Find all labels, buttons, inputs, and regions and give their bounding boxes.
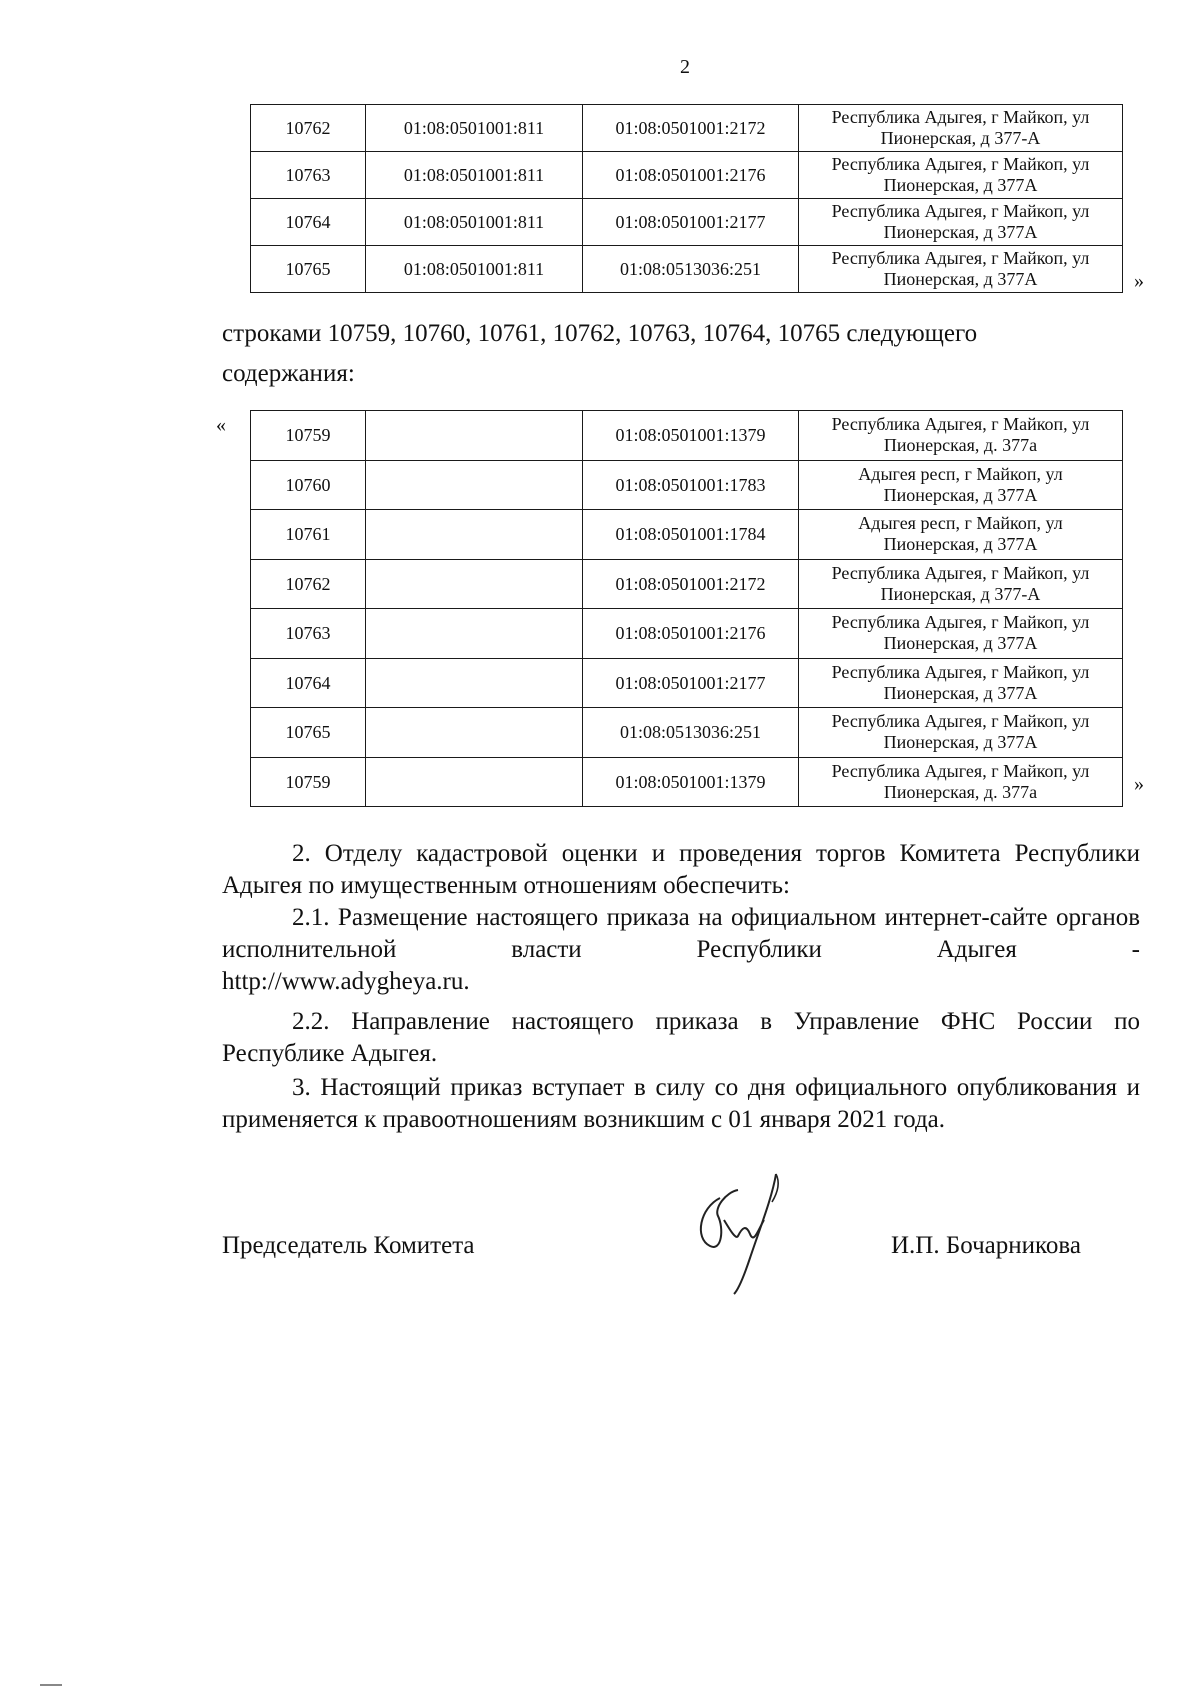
paragraph-2-1: 2.1. Размещение настоящего приказа на официальном интернет-сайте органов исполнительной власти Республики Адыгея - [222,904,1140,963]
cadastral-number-cell: 01:08:0501001:2172 [583,559,799,609]
parent-cadastral-cell [366,757,583,807]
intro-line-1: строками 10759, 10760, 10761, 10762, 10763, 10764, 10765 следующего [222,320,978,347]
cadastral-number-cell: 01:08:0501001:2177 [583,199,799,246]
address-cell [799,757,1123,807]
address-cell [799,609,1123,659]
table-row [251,559,1123,609]
cadastral-number-cell: 01:08:0501001:1379 [583,757,799,807]
registry-table-bottom [250,410,1123,807]
parent-cadastral-cell: 01:08:0501001:811 [366,199,583,246]
address-line-2: Пионерская, д 377А [883,682,1038,703]
address-cell [799,411,1123,461]
table-row [251,105,1123,152]
address-cell [799,658,1123,708]
address-line-2: Пионерская, д 377А [883,732,1038,753]
row-number-cell: 10761 [251,510,366,560]
cadastral-number-cell: 01:08:0501001:1379 [583,411,799,461]
intro-text [222,314,1122,394]
row-number-cell: 10764 [251,658,366,708]
address-cell [799,246,1123,293]
parent-cadastral-cell [366,411,583,461]
paragraph-3: 3. Настоящий приказ вступает в силу со дня официального опубликования и применяется к правоотношениям возникшим с 01 января 2021 года. [222,1074,1140,1133]
table-row [251,199,1123,246]
address-cell [799,510,1123,560]
signatory-name: И.П. Бочарникова [891,1232,1081,1259]
address-line-1: Республика Адыгея, г Майкоп, ул [831,201,1090,221]
address-line-1: Республика Адыгея, г Майкоп, ул [831,248,1090,268]
table-row [251,460,1123,510]
page-number: 2 [680,56,690,78]
cadastral-number-cell: 01:08:0501001:2172 [583,105,799,152]
row-number-cell: 10765 [251,708,366,758]
parent-cadastral-cell: 01:08:0501001:811 [366,105,583,152]
table-row [251,510,1123,560]
parent-cadastral-cell [366,658,583,708]
registry-table-top [250,104,1123,293]
row-number-cell: 10763 [251,152,366,199]
table-row [251,658,1123,708]
cadastral-number-cell: 01:08:0501001:2177 [583,658,799,708]
address-line-2: Пионерская, д 377-А [880,128,1041,148]
row-number-cell: 10759 [251,411,366,461]
cadastral-number-cell: 01:08:0501001:2176 [583,152,799,199]
parent-cadastral-cell [366,460,583,510]
parent-cadastral-cell [366,559,583,609]
cadastral-number-cell: 01:08:0501001:1783 [583,460,799,510]
closing-quote-bottom: » [1134,773,1144,795]
address-line-2: Пионерская, д 377А [883,633,1038,654]
parent-cadastral-cell: 01:08:0501001:811 [366,246,583,293]
row-number-cell: 10760 [251,460,366,510]
table-row [251,609,1123,659]
opening-quote-bottom: « [216,414,226,436]
address-line-2: Пионерская, д 377-А [880,583,1041,604]
row-number-cell: 10765 [251,246,366,293]
address-cell [799,199,1123,246]
row-number-cell: 10764 [251,199,366,246]
row-number-cell: 10759 [251,757,366,807]
address-line-2: Пионерская, д 377А [883,222,1038,242]
row-number-cell: 10762 [251,559,366,609]
table-row [251,757,1123,807]
signatory-title: Председатель Комитета [222,1232,475,1259]
scan-mark [40,1684,62,1686]
address-cell [799,708,1123,758]
cadastral-number-cell: 01:08:0501001:2176 [583,609,799,659]
address-line-1: Адыгея респ, г Майкоп, ул [858,463,1063,484]
address-line-1: Республика Адыгея, г Майкоп, ул [831,562,1090,583]
address-line-1: Республика Адыгея, г Майкоп, ул [831,154,1090,174]
table-row [251,152,1123,199]
parent-cadastral-cell [366,510,583,560]
address-cell [799,559,1123,609]
address-line-2: Пионерская, д 377А [883,175,1038,195]
registry-table-top-body [251,105,1123,293]
parent-cadastral-cell [366,609,583,659]
handwritten-signature [680,1168,800,1298]
cadastral-number-cell: 01:08:0513036:251 [583,708,799,758]
address-line-2: Пионерская, д. 377а [883,435,1038,456]
address-line-2: Пионерская, д. 377а [883,781,1038,802]
table-row [251,246,1123,293]
address-line-2: Пионерская, д 377А [883,484,1038,505]
paragraph-2: 2. Отделу кадастровой оценки и проведения торгов Комитета Республики Адыгея по имущественным отношениям обеспечить: [222,840,1140,899]
address-line-1: Республика Адыгея, г Майкоп, ул [831,760,1090,781]
address-cell [799,105,1123,152]
row-number-cell: 10763 [251,609,366,659]
row-number-cell: 10762 [251,105,366,152]
closing-quote-top: » [1134,270,1144,292]
cadastral-number-cell: 01:08:0501001:1784 [583,510,799,560]
address-line-1: Республика Адыгея, г Майкоп, ул [831,107,1090,127]
parent-cadastral-cell: 01:08:0501001:811 [366,152,583,199]
registry-table-bottom-body [251,411,1123,807]
address-cell [799,152,1123,199]
table-row [251,708,1123,758]
address-line-1: Республика Адыгея, г Майкоп, ул [831,612,1090,633]
address-line-1: Адыгея респ, г Майкоп, ул [858,513,1063,534]
table-row [251,411,1123,461]
paragraph-2-2: 2.2. Направление настоящего приказа в Управление ФНС России по Республике Адыгея. [222,1008,1140,1067]
paragraph-2-1-url: http://www.adygheya.ru. [222,968,470,995]
address-line-2: Пионерская, д 377А [883,269,1038,289]
address-line-1: Республика Адыгея, г Майкоп, ул [831,414,1090,435]
address-line-2: Пионерская, д 377А [883,534,1038,555]
address-line-1: Республика Адыгея, г Майкоп, ул [831,661,1090,682]
address-line-1: Республика Адыгея, г Майкоп, ул [831,711,1090,732]
parent-cadastral-cell [366,708,583,758]
cadastral-number-cell: 01:08:0513036:251 [583,246,799,293]
address-cell [799,460,1123,510]
intro-line-2: содержания: [222,360,355,387]
